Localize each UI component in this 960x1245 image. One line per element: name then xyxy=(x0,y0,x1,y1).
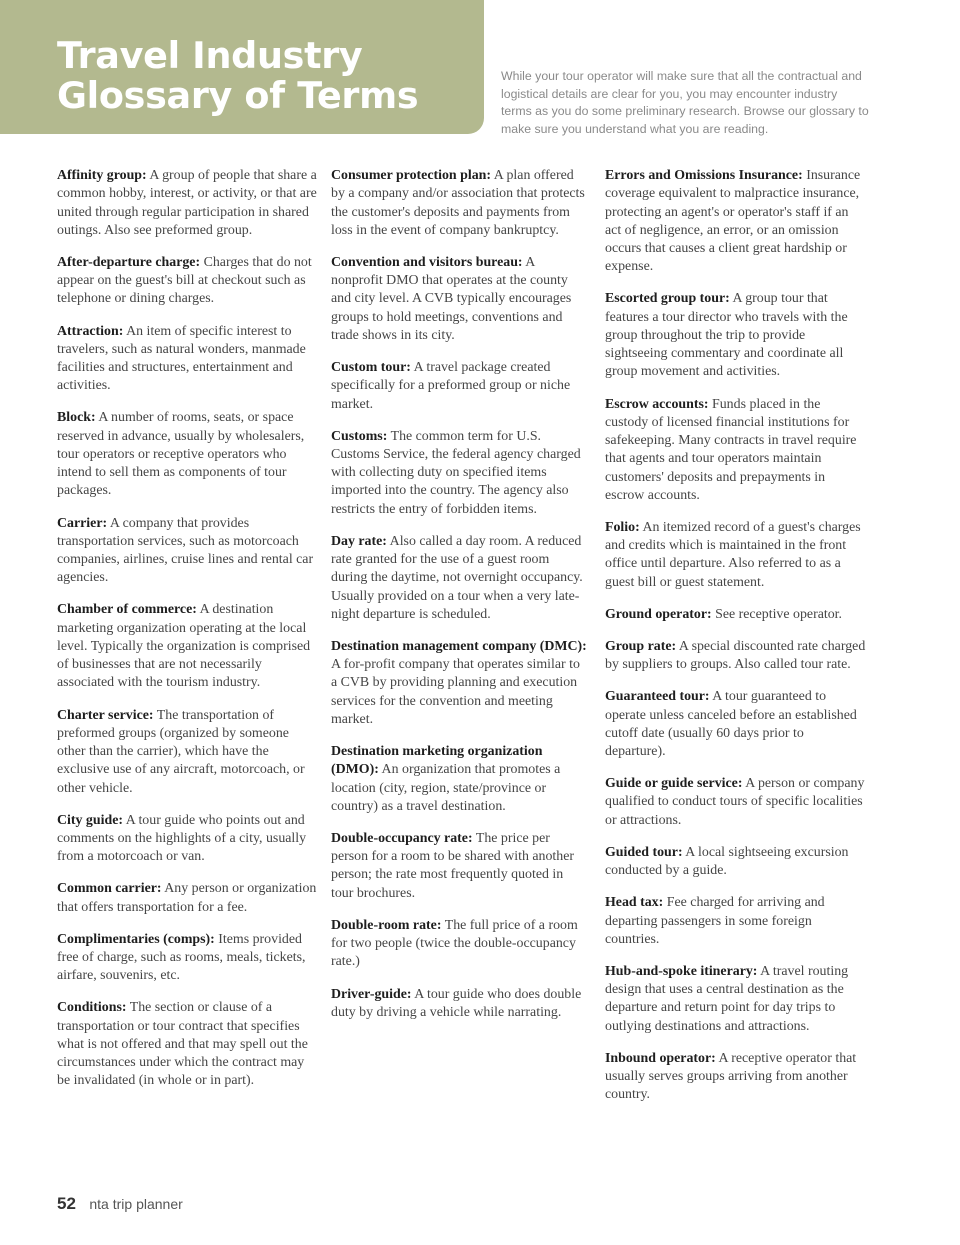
glossary-entry xyxy=(605,963,867,1036)
glossary-definition: An itemized record of a guest's charges and credits which is maintained in the front office until departure. Also referred to as a guest bill or guest statement. xyxy=(605,519,861,590)
glossary-definition: An item of specific interest to travelers, such as natural wonders, manmade facilities and structures, entertainment and activities. xyxy=(57,323,306,394)
glossary-column-3 xyxy=(605,167,867,1118)
glossary-definition: The transportation of preformed groups (organized by someone other than the carrier), which have the exclusive use of any aircraft, motorcoach, or other vehicle. xyxy=(57,707,305,796)
glossary-definition: Fee charged for arriving and departing passengers in some foreign countries. xyxy=(605,895,825,947)
intro-text: While your tour operator will make sure that all the contractual and logistical details are clear for you, you may encounter industry terms as you do some preliminary research. Browse our glossary to make sure you understand what you are reading. xyxy=(501,69,869,136)
glossary-definition: The full price of a room for two people (twice the double-occupancy rate.) xyxy=(331,917,578,970)
glossary-term: Ground operator: xyxy=(605,606,712,622)
glossary-term: Destination management company (DMC): xyxy=(331,638,587,654)
glossary-entry xyxy=(605,396,867,506)
glossary-definition: A plan offered by a company and/or association that protects the customer's deposits and payments from loss in the event of company bankruptcy. xyxy=(331,168,585,238)
glossary-term: Consumer protection plan: xyxy=(331,168,492,183)
glossary-definition: A person or company qualified to conduct tours of specific localities or attractions. xyxy=(605,776,865,828)
glossary-term: Complimentaries (comps): xyxy=(57,931,215,947)
glossary-entry xyxy=(605,688,867,761)
glossary-term: Custom tour: xyxy=(331,360,411,376)
glossary-entry xyxy=(57,167,317,240)
glossary-entry xyxy=(57,254,317,309)
glossary-entry xyxy=(57,323,317,396)
glossary-definition: Funds placed in the custody of licensed financial institutions for safekeeping. Many contracts in travel require that agents and tour operators maintain customers' deposits and prepayments in escrow accounts. xyxy=(605,396,857,503)
glossary-term: Hub-and-spoke itinerary: xyxy=(605,963,758,979)
glossary-term: Affinity group: xyxy=(57,168,147,183)
glossary-entry xyxy=(57,812,317,867)
glossary-entry xyxy=(57,601,317,692)
header-banner xyxy=(0,0,484,134)
glossary-term: Escorted group tour: xyxy=(605,291,730,307)
glossary-entry xyxy=(331,830,589,903)
glossary-entry xyxy=(331,359,589,414)
glossary-definition: A travel routing design that uses a central destination as the departure and return point for day trips to outlying destinations and attractions. xyxy=(605,963,849,1034)
glossary-definition: Insurance coverage equivalent to malpractice insurance, protecting an agent's or operator's staff if an act of negligence, an error, or an omission occurs that causes a client great hardship or expense. xyxy=(605,168,861,275)
glossary-entry xyxy=(57,515,317,588)
glossary-term: Destination marketing organization (DMO): xyxy=(331,744,543,778)
glossary-definition: A for-profit company that operates similar to a CVB by providing planning and execution services for the convention and meeting market. xyxy=(331,657,580,727)
glossary-definition: A nonprofit DMO that operates at the county and city level. A CVB typically encourages groups to hold meetings, conventions and trade shows in its city. xyxy=(331,254,572,343)
glossary-term: Convention and visitors bureau: xyxy=(331,254,523,270)
glossary-entry xyxy=(57,880,317,917)
glossary-entry xyxy=(605,1050,867,1105)
glossary-definition: A number of rooms, seats, or space reserved in advance, usually by wholesalers, tour operators or receptive operators who intend to sell them as components of tour packages. xyxy=(57,410,305,499)
glossary-term: City guide: xyxy=(57,812,123,828)
glossary-term: Double-room rate: xyxy=(331,917,442,933)
glossary-term: Head tax: xyxy=(605,895,664,911)
glossary-entry xyxy=(605,638,867,675)
glossary-definition: A group of people that share a common hobby, interest, or activity, or that are united through regular participation in shared outings. Also see preformed group. xyxy=(57,168,317,238)
glossary-definition: The section or clause of a transportation or tour contract that specifies what is not offered and that may spell out the circumstances under which the contract may be invalidated (in whole or in part). xyxy=(57,1000,308,1089)
glossary-entry xyxy=(331,743,589,816)
glossary-entry xyxy=(605,167,867,277)
glossary-term: Guaranteed tour: xyxy=(605,689,710,705)
glossary-definition: A destination marketing organization operating at the local level. Typically the organization is comprised of businesses that are not necessarily associated with the tourism industry. xyxy=(57,602,311,691)
page-footer xyxy=(57,1194,183,1214)
glossary-definition: A company that provides transportation services, such as motorcoach companies, airlines, cruise lines and rental car agencies. xyxy=(57,515,314,586)
glossary-term: Block: xyxy=(57,410,96,426)
glossary-definition: Charges that do not appear on the guest's bill at checkout such as telephone or dining charges. xyxy=(57,254,312,307)
publication-name: nta trip planner xyxy=(89,1196,183,1212)
glossary-definition: A local sightseeing excursion conducted by a guide. xyxy=(605,844,849,879)
glossary-definition: A tour guide who points out and comments on the highlights of a city, usually from a motorcoach or van. xyxy=(57,812,307,865)
glossary-entry xyxy=(605,894,867,949)
glossary-definition: A tour guide who does double duty by driving a vehicle while narrating. xyxy=(331,986,582,1020)
glossary-definition: The price per person for a room to be shared with another person; the rate most frequently quoted in tour brochures. xyxy=(331,830,575,901)
glossary-definition: An organization that promotes a location (city, region, state/province or country) as a travel destination. xyxy=(331,762,561,814)
glossary-entry xyxy=(331,986,589,1023)
glossary-term: After-departure charge: xyxy=(57,254,201,270)
glossary-entry xyxy=(605,519,867,592)
glossary-term: Folio: xyxy=(605,519,640,535)
glossary-entry xyxy=(331,167,589,240)
glossary-term: Group rate: xyxy=(605,638,677,654)
glossary-term: Day rate: xyxy=(331,533,387,549)
glossary-definition: Also called a day room. A reduced rate granted for the use of a guest room during the daytime, not overnight occupancy. Usually provided on a tour when a very late-night departure is scheduled. xyxy=(331,533,583,622)
glossary-entry xyxy=(331,533,589,624)
glossary-definition: A travel package created specifically for a preformed group or niche market. xyxy=(331,360,571,412)
glossary-entry xyxy=(331,638,589,729)
glossary-definition: Items provided free of charge, such as rooms, meals, tickets, airfare, souvenirs, etc. xyxy=(57,931,306,984)
glossary-term: Guide or guide service: xyxy=(605,776,743,792)
glossary-entry xyxy=(331,428,589,519)
glossary-entry xyxy=(57,409,317,500)
glossary-definition: The common term for U.S. Customs Service, the federal agency charged with collecting duty on specified items imported into the country. The agency also restricts the entry of forbidden items. xyxy=(331,428,581,517)
glossary-column-2 xyxy=(331,167,589,1036)
glossary-entry xyxy=(57,931,317,986)
glossary-term: Double-occupancy rate: xyxy=(331,830,473,846)
page-title-line-2: Glossary of Terms xyxy=(57,74,419,117)
glossary-term: Conditions: xyxy=(57,1000,127,1016)
glossary-entry xyxy=(605,775,867,830)
glossary-term: Escrow accounts: xyxy=(605,396,709,412)
glossary-definition: A tour guaranteed to operate unless canceled before an established cutoff date (usually 60 days prior to departure). xyxy=(605,689,857,760)
page-number: 52 xyxy=(57,1194,76,1213)
glossary-definition: Any person or organization that offers transportation for a fee. xyxy=(57,881,317,915)
glossary-column-1 xyxy=(57,167,317,1105)
glossary-definition: A special discounted rate charged by suppliers to groups. Also called tour rate. xyxy=(605,638,866,673)
glossary-term: Carrier: xyxy=(57,515,108,531)
glossary-entry xyxy=(605,606,867,624)
glossary-entry xyxy=(57,999,317,1090)
glossary-entry xyxy=(331,917,589,972)
glossary-entry xyxy=(605,844,867,881)
glossary-entry xyxy=(605,290,867,381)
glossary-term: Customs: xyxy=(331,428,388,444)
glossary-term: Inbound operator: xyxy=(605,1050,716,1066)
glossary-entry xyxy=(331,254,589,345)
glossary-term: Errors and Omissions Insurance: xyxy=(605,168,803,183)
glossary-entry xyxy=(57,707,317,798)
glossary-definition: A group tour that features a tour director who travels with the group throughout the trip to provide sightseeing commentary and coordinate all group movement and activities. xyxy=(605,291,848,380)
glossary-definition: A receptive operator that usually serves groups arriving from another country. xyxy=(605,1050,857,1103)
glossary-term: Attraction: xyxy=(57,323,124,339)
glossary-term: Common carrier: xyxy=(57,881,162,897)
glossary-term: Driver-guide: xyxy=(331,986,412,1002)
page-title-line-1: Travel Industry xyxy=(57,34,363,77)
glossary-term: Charter service: xyxy=(57,707,154,723)
glossary-definition: See receptive operator. xyxy=(715,606,842,622)
page-title xyxy=(57,36,418,116)
glossary-term: Guided tour: xyxy=(605,844,683,860)
glossary-term: Chamber of commerce: xyxy=(57,602,197,618)
